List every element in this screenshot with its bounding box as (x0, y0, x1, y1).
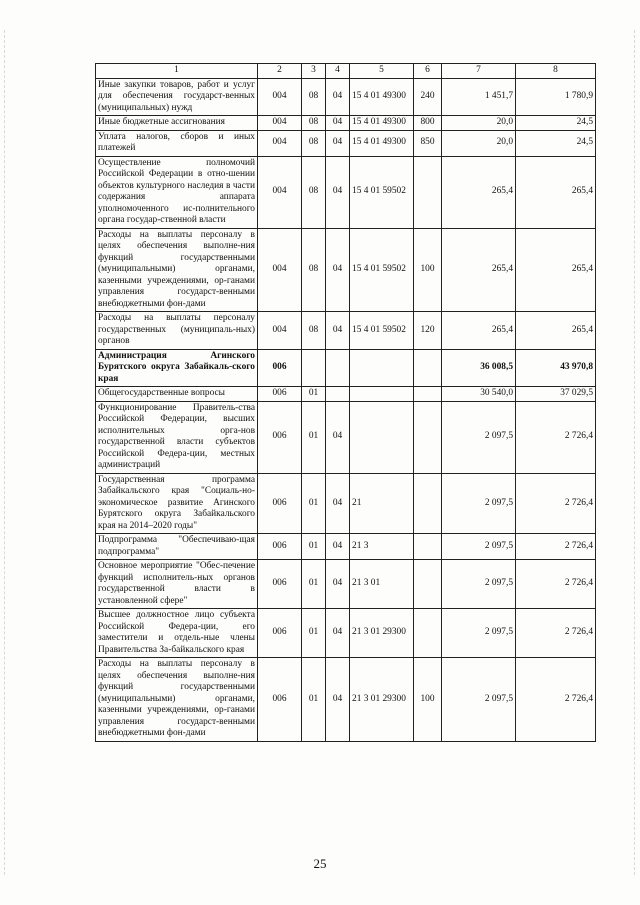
subsection-code-cell: 04 (326, 609, 350, 658)
target-article-cell: 15 4 01 59502 (350, 228, 414, 312)
section-code-cell: 01 (302, 658, 326, 742)
target-article-cell: 15 4 01 59502 (350, 312, 414, 350)
amount-year-2-cell: 265,4 (516, 156, 596, 228)
expense-name-cell: Осуществление полномочий Российской Федерации в отно-шении объектов культурного наследия в части содержания аппарата уполномоченного ис-полнительного органа государ-ственной власти (96, 156, 258, 228)
ministry-code-cell: 004 (258, 312, 302, 350)
amount-year-2-cell: 37 029,5 (516, 387, 596, 402)
expense-type-cell (414, 401, 442, 473)
table-row (96, 156, 596, 228)
budget-table (95, 63, 596, 742)
expense-type-cell: 100 (414, 658, 442, 742)
target-article-cell: 15 4 01 49300 (350, 116, 414, 131)
table-row (96, 116, 596, 131)
expense-name-cell: Расходы на выплаты персоналу в целях обеспечения выполне-ния функций государственными (муниципальными) органами, казенными учреждениями, ор-ганами управления государст-венными внебюджетными фон-дами (96, 228, 258, 312)
expense-type-cell: 850 (414, 130, 442, 156)
subsection-code-cell: 04 (326, 130, 350, 156)
subsection-code-cell: 04 (326, 156, 350, 228)
expense-name-cell: Иные закупки товаров, работ и услуг для обеспечения государст-венных (муниципальных) нужд (96, 78, 258, 116)
target-article-cell: 15 4 01 49300 (350, 130, 414, 156)
header-cell: 2 (258, 64, 302, 79)
expense-name-cell: Расходы на выплаты персоналу государственных (муниципаль-ных) органов (96, 312, 258, 350)
table-row (96, 560, 596, 609)
amount-year-2-cell: 1 780,9 (516, 78, 596, 116)
ministry-code-cell: 006 (258, 349, 302, 387)
section-code-cell: 01 (302, 473, 326, 534)
target-article-cell: 21 3 01 29300 (350, 609, 414, 658)
amount-year-2-cell: 2 726,4 (516, 658, 596, 742)
section-code-cell: 08 (302, 312, 326, 350)
section-code-cell: 08 (302, 156, 326, 228)
expense-type-cell (414, 560, 442, 609)
scan-edge-right (634, 30, 636, 875)
header-cell: 8 (516, 64, 596, 79)
header-cell: 3 (302, 64, 326, 79)
section-code-cell: 01 (302, 401, 326, 473)
amount-year-1-cell: 1 451,7 (442, 78, 516, 116)
target-article-cell (350, 349, 414, 387)
expense-type-cell (414, 349, 442, 387)
ministry-code-cell: 006 (258, 609, 302, 658)
table-row (96, 534, 596, 560)
amount-year-1-cell: 2 097,5 (442, 658, 516, 742)
amount-year-2-cell: 24,5 (516, 130, 596, 156)
amount-year-2-cell: 2 726,4 (516, 401, 596, 473)
table-row (96, 78, 596, 116)
expense-type-cell: 120 (414, 312, 442, 350)
target-article-cell: 15 4 01 59502 (350, 156, 414, 228)
section-code-cell: 08 (302, 130, 326, 156)
subsection-code-cell (326, 349, 350, 387)
section-code-cell (302, 349, 326, 387)
table-row (96, 387, 596, 402)
expense-type-cell (414, 156, 442, 228)
table-row (96, 312, 596, 350)
ministry-code-cell: 004 (258, 116, 302, 131)
ministry-code-cell: 006 (258, 560, 302, 609)
section-code-cell: 01 (302, 609, 326, 658)
amount-year-1-cell: 20,0 (442, 130, 516, 156)
section-code-cell: 08 (302, 78, 326, 116)
amount-year-1-cell: 30 540,0 (442, 387, 516, 402)
subsection-code-cell: 04 (326, 473, 350, 534)
table-row (96, 349, 596, 387)
header-cell: 5 (350, 64, 414, 79)
ministry-code-cell: 004 (258, 228, 302, 312)
subsection-code-cell: 04 (326, 401, 350, 473)
expense-name-cell: Государственная программа Забайкальского края "Социаль-но-экономическое развитие Агинского Бурятского округа Забайкальского края на 2014–2020 годы" (96, 473, 258, 534)
amount-year-2-cell: 265,4 (516, 312, 596, 350)
amount-year-1-cell: 265,4 (442, 228, 516, 312)
section-code-cell: 01 (302, 560, 326, 609)
expense-name-cell: Уплата налогов, сборов и иных платежей (96, 130, 258, 156)
table-row (96, 473, 596, 534)
expense-type-cell (414, 609, 442, 658)
header-cell: 1 (96, 64, 258, 79)
subsection-code-cell: 04 (326, 560, 350, 609)
subsection-code-cell: 04 (326, 78, 350, 116)
target-article-cell: 21 3 01 (350, 560, 414, 609)
subsection-code-cell: 04 (326, 534, 350, 560)
target-article-cell: 15 4 01 49300 (350, 78, 414, 116)
ministry-code-cell: 004 (258, 78, 302, 116)
amount-year-2-cell: 2 726,4 (516, 609, 596, 658)
amount-year-1-cell: 265,4 (442, 312, 516, 350)
subsection-code-cell (326, 387, 350, 402)
table-row (96, 130, 596, 156)
amount-year-2-cell: 2 726,4 (516, 534, 596, 560)
section-code-cell: 08 (302, 116, 326, 131)
amount-year-1-cell: 2 097,5 (442, 609, 516, 658)
amount-year-1-cell: 2 097,5 (442, 401, 516, 473)
header-row (96, 64, 596, 79)
expense-type-cell: 240 (414, 78, 442, 116)
amount-year-1-cell: 36 008,5 (442, 349, 516, 387)
amount-year-1-cell: 265,4 (442, 156, 516, 228)
table-row (96, 658, 596, 742)
amount-year-1-cell: 2 097,5 (442, 473, 516, 534)
ministry-code-cell: 004 (258, 156, 302, 228)
table-body (96, 64, 596, 742)
ministry-code-cell: 006 (258, 658, 302, 742)
subsection-code-cell: 04 (326, 658, 350, 742)
target-article-cell (350, 387, 414, 402)
expense-name-cell: Общегосударственные вопросы (96, 387, 258, 402)
expense-type-cell: 100 (414, 228, 442, 312)
expense-type-cell (414, 534, 442, 560)
target-article-cell: 21 3 01 29300 (350, 658, 414, 742)
scan-edge-left (4, 30, 6, 875)
amount-year-1-cell: 20,0 (442, 116, 516, 131)
header-cell: 4 (326, 64, 350, 79)
header-cell: 6 (414, 64, 442, 79)
target-article-cell: 21 3 (350, 534, 414, 560)
expense-name-cell: Иные бюджетные ассигнования (96, 116, 258, 131)
ministry-code-cell: 006 (258, 401, 302, 473)
table-row (96, 401, 596, 473)
subsection-code-cell: 04 (326, 312, 350, 350)
table-row (96, 228, 596, 312)
amount-year-2-cell: 2 726,4 (516, 473, 596, 534)
amount-year-2-cell: 43 970,8 (516, 349, 596, 387)
expense-type-cell (414, 387, 442, 402)
amount-year-2-cell: 24,5 (516, 116, 596, 131)
expense-name-cell: Расходы на выплаты персоналу в целях обеспечения выполне-ния функций государственными (муниципальными) органами, казенными учреждениями, ор-ганами управления государст-венными внебюджетными фон-дами (96, 658, 258, 742)
table-row (96, 609, 596, 658)
section-code-cell: 08 (302, 228, 326, 312)
expense-type-cell (414, 473, 442, 534)
target-article-cell: 21 (350, 473, 414, 534)
ministry-code-cell: 006 (258, 473, 302, 534)
amount-year-1-cell: 2 097,5 (442, 534, 516, 560)
subsection-code-cell: 04 (326, 116, 350, 131)
expense-name-cell: Основное мероприятие "Обес-печение функций исполнитель-ных органов государственной власти в установленной сфере" (96, 560, 258, 609)
expense-name-cell: Подпрограмма "Обеспечиваю-щая подпрограмма" (96, 534, 258, 560)
amount-year-1-cell: 2 097,5 (442, 560, 516, 609)
expense-name-cell: Администрация Агинского Бурятского округа Забайкаль-ского края (96, 349, 258, 387)
section-code-cell: 01 (302, 534, 326, 560)
ministry-code-cell: 006 (258, 387, 302, 402)
expense-name-cell: Функционирование Правитель-ства Российской Федерации, высших исполнительных орга-нов государственной власти субъектов Российской Федера-ции, местных администраций (96, 401, 258, 473)
amount-year-2-cell: 265,4 (516, 228, 596, 312)
amount-year-2-cell: 2 726,4 (516, 560, 596, 609)
subsection-code-cell: 04 (326, 228, 350, 312)
expense-type-cell: 800 (414, 116, 442, 131)
section-code-cell: 01 (302, 387, 326, 402)
ministry-code-cell: 006 (258, 534, 302, 560)
ministry-code-cell: 004 (258, 130, 302, 156)
page-number: 25 (313, 856, 327, 871)
expense-name-cell: Высшее должностное лицо субъекта Российской Федера-ции, его заместители и отдель-ные члены Правительства За-байкальского края (96, 609, 258, 658)
header-cell: 7 (442, 64, 516, 79)
target-article-cell (350, 401, 414, 473)
